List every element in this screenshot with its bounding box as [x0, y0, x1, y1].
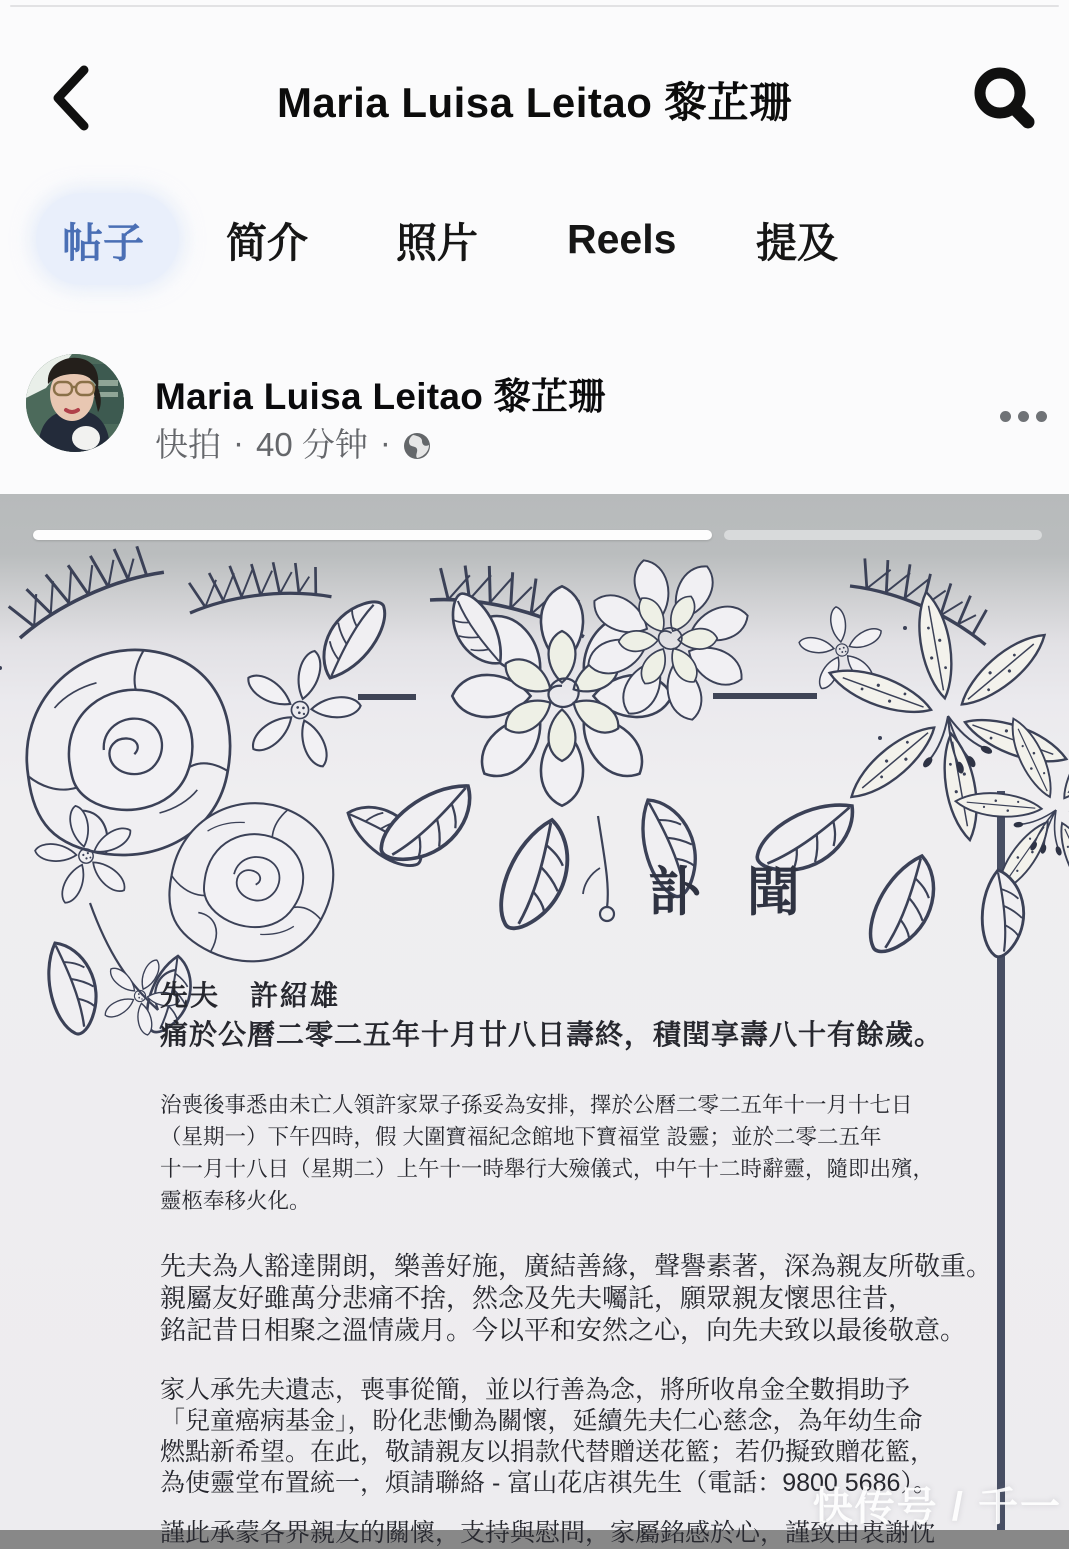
meta-dot: ·	[379, 423, 391, 461]
post-more-button[interactable]	[1000, 396, 1066, 436]
three-dots-icon	[1000, 411, 1011, 422]
obituary-deceased-name: 先夫 許紹雄	[160, 980, 341, 1011]
search-button[interactable]	[962, 58, 1044, 140]
obituary-text-line: 靈柩奉移火化。	[160, 1189, 311, 1213]
tab-about[interactable]: 简介	[226, 219, 308, 266]
obituary-text-line: 十一月十八日（星期二）上午十一時舉行大殮儀式，中午十二時辭靈，隨即出殯，	[160, 1157, 935, 1181]
post-source[interactable]: 快拍	[155, 426, 221, 463]
obituary-text-line: 銘記昔日相聚之溫情歲月。今以平和安然之心，向先夫致以最後敬意。	[160, 1315, 967, 1345]
obituary-text-line: 為使靈堂布置統一，煩請聯絡 - 富山花店祺先生（電話：9800 5686）。	[160, 1469, 938, 1497]
obituary-text-line: 「兒童癌病基金」，盼化悲慟為關懷，延續先夫仁心慈念，為年幼生命	[160, 1407, 923, 1435]
tab-posts[interactable]: 帖子	[62, 219, 144, 266]
meta-dot: ·	[233, 423, 244, 461]
search-icon	[962, 58, 1044, 140]
obituary-text-line: 家人承先夫遺志，喪事從簡，並以行善為念，將所收帛金全數捐助予	[160, 1376, 911, 1404]
profile-tabs	[0, 193, 1069, 285]
obituary-death-line: 痛於公曆二零二五年十月廿八日壽終，積閏享壽八十有餘歲。	[160, 1019, 944, 1050]
post-image-obituary[interactable]	[0, 494, 1069, 1547]
top-divider	[10, 5, 1059, 7]
obituary-text-line: 燃點新希望。在此，敬請親友以捐款代替贈送花籃；若仍擬致贈花籃，	[160, 1438, 936, 1466]
obituary-text-line: 謹此承蒙各界親友的關懷，支持與慰問，家屬銘感於心，謹致由衷謝忱	[160, 1519, 936, 1547]
post-time[interactable]: 40 分钟	[256, 426, 368, 463]
story-progress-bar-current	[33, 530, 712, 540]
obituary-paragraph-arrangements	[160, 1088, 934, 1216]
avatar[interactable]	[26, 354, 124, 452]
post-meta	[155, 419, 431, 466]
story-progress-bar-next	[724, 530, 1042, 540]
obituary-text-line: 先夫為人豁達開朗，樂善好施，廣結善緣，聲譽素著，深為親友所敬重。	[160, 1251, 993, 1281]
tab-reels[interactable]: Reels	[567, 215, 677, 262]
obituary-paragraph-tribute	[160, 1246, 993, 1345]
obituary-text-line: （星期一）下午四時，假 大圍寶福紀念館地下寶福堂 設靈；並於二零二五年	[160, 1125, 882, 1149]
obituary-text-line: 治喪後事悉由未亡人領許家眾子孫妥為安排，擇於公曆二零二五年十一月十七日	[160, 1093, 913, 1117]
tab-mentions[interactable]: 提及	[756, 219, 838, 266]
floral-line-art	[0, 558, 1069, 1028]
page-title: Maria Luisa Leitao 黎芷珊	[276, 79, 793, 126]
globe-icon	[403, 432, 431, 460]
obituary-text-line: 親屬友好雖萬分悲痛不捨，然念及先夫囑託，願眾親友懷思往昔，	[160, 1283, 915, 1313]
post-author-name[interactable]: Maria Luisa Leitao 黎芷珊	[155, 376, 606, 417]
tab-photos[interactable]: 照片	[396, 219, 478, 266]
obituary-title: 訃聞	[648, 863, 846, 922]
watermark: 快传号 / 千一	[812, 1485, 1062, 1529]
